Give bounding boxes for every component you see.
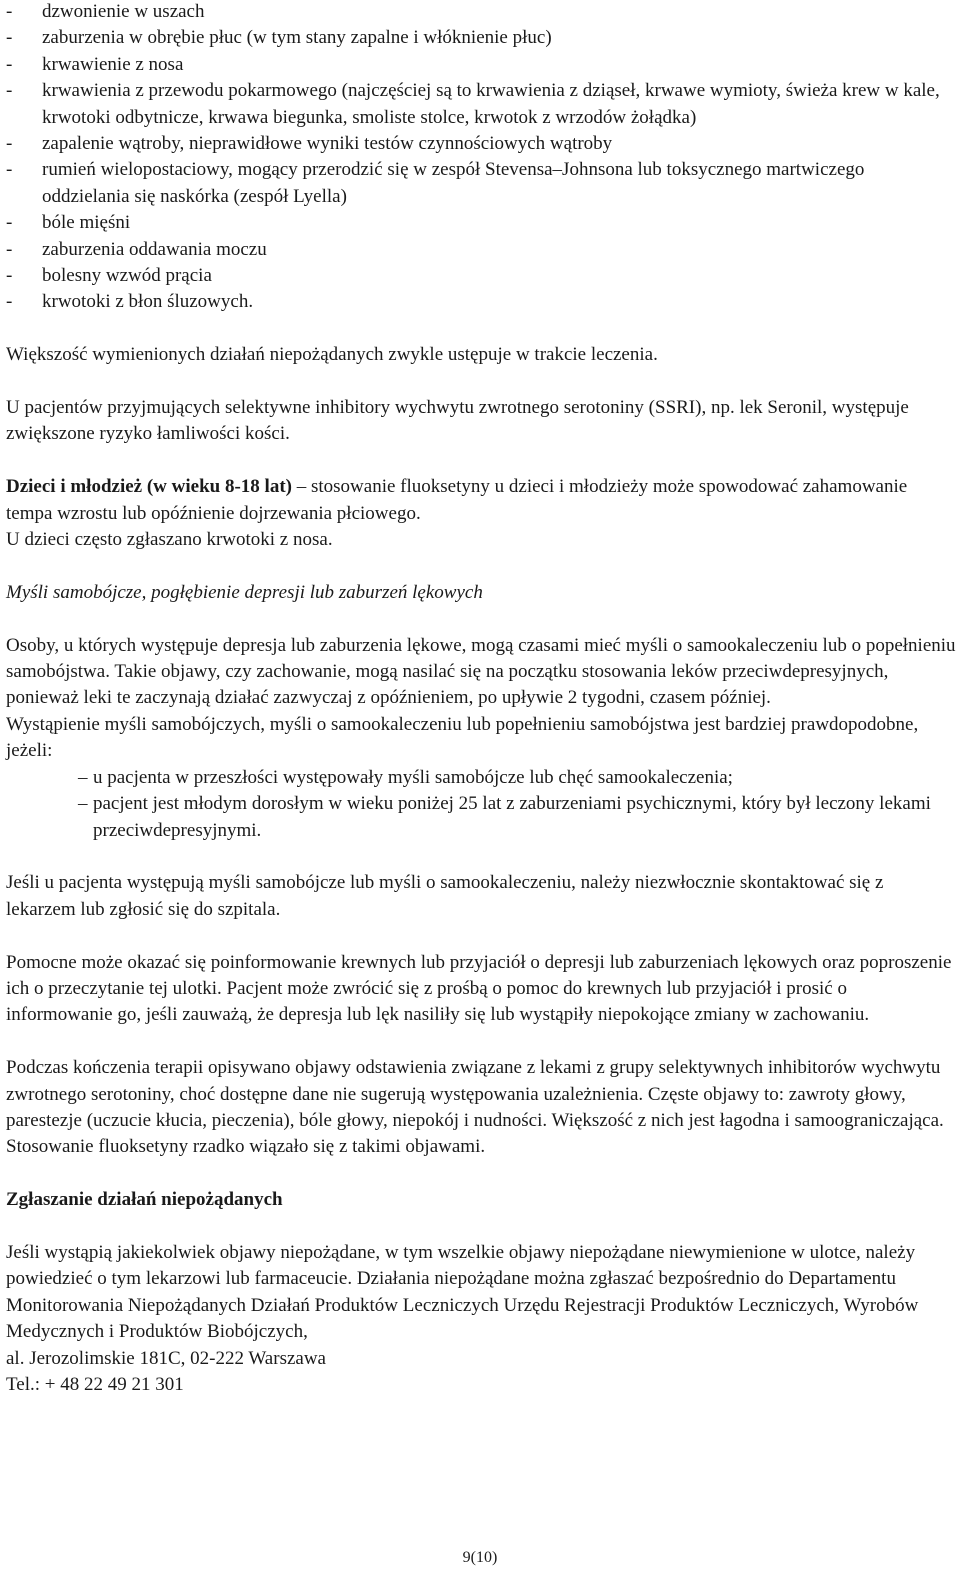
suicide-heading: Myśli samobójcze, pogłębienie depresji lub zaburzeń lękowych bbox=[6, 581, 483, 603]
side-effects-list bbox=[6, 0, 956, 316]
address: al. Jerozolimskie 181C, 02-222 Warszawa bbox=[6, 1347, 326, 1369]
list-item: - krwawienie z nosa bbox=[6, 52, 956, 78]
list-item: - zapalenie wątroby, nieprawidłowe wyniki testów czynnościowych wątroby bbox=[6, 131, 956, 157]
paragraph-contact-doctor: Jeśli u pacjenta występują myśli samobójcze lub myśli o samookaleczeniu, należy niezwłocznie skontaktować się z lekarzem lub zgłosić się do szpitala. bbox=[6, 872, 884, 920]
list-item: - rumień wielopostaciowy, mogący przerodzić się w zespół Stevensa–Johnsona lub toksycznego martwiczego oddzielania się naskórka (zespół Lyella) bbox=[6, 157, 956, 210]
phone: Tel.: + 48 22 49 21 301 bbox=[6, 1373, 184, 1395]
paragraph-suicide-1: Osoby, u których występuje depresja lub zaburzenia lękowe, mogą czasami mieć myśli o samookaleczeniu lub o popełnieniu samobójstwa. Takie objawy, czy zachowanie, mogą nasilać się na początku stosowania leków przeciwdepresyjnych, ponieważ leki te zaczynają działać zazwyczaj z opóźnieniem, po upływie 2 tygodni, czasem później. bbox=[6, 634, 956, 709]
paragraph-most-resolve: Większość wymienionych działań niepożądanych zwykle ustępuje w trakcie leczenia. bbox=[6, 344, 658, 366]
list-item: - krwotoki z błon śluzowych. bbox=[6, 289, 956, 315]
children-heading: Dzieci i młodzież (w wieku 8-18 lat) bbox=[6, 476, 292, 498]
leaflet-page bbox=[6, 0, 956, 1398]
children-text: – stosowanie fluoksetyny u dzieci i młodzieży może spowodować zahamowanie tempa wzrostu lub opóźnienie dojrzewania płciowego. bbox=[6, 476, 908, 524]
list-item: - bolesny wzwód prącia bbox=[6, 263, 956, 289]
paragraph-children-nosebleed: U dzieci często zgłaszano krwotoki z nosa. bbox=[6, 529, 333, 551]
list-item: - zaburzenia w obrębie płuc (w tym stany zapalne i włóknienie płuc) bbox=[6, 25, 956, 51]
list-item: – pacjent jest młodym dorosłym w wieku poniżej 25 lat z zaburzeniami psychicznymi, który był leczony lekami przeciwdepresyjnymi. bbox=[6, 791, 956, 844]
list-item: - zaburzenia oddawania moczu bbox=[6, 237, 956, 263]
suicide-risk-list bbox=[6, 765, 956, 844]
paragraph-children bbox=[6, 474, 956, 527]
report-heading: Zgłaszanie działań niepożądanych bbox=[6, 1189, 283, 1211]
list-item: - dzwonienie w uszach bbox=[6, 0, 956, 25]
list-item: - bóle mięśni bbox=[6, 210, 956, 236]
paragraph-family: Pomocne może okazać się poinformowanie krewnych lub przyjaciół o depresji lub zaburzeniach lękowych oraz poproszenie ich o przeczytanie tej ulotki. Pacjent może zwrócić się z prośbą o pomoc do krewnych lub przyjaciół i prosić o informowanie go, jeśli zauważą, że depresja lub lęk nasiliły się lub wystąpiły niepokojące zmiany w zachowaniu. bbox=[6, 951, 952, 1026]
page-number: 9(10) bbox=[462, 1549, 498, 1566]
paragraph-report: Jeśli wystąpią jakiekolwiek objawy niepożądane, w tym wszelkie objawy niepożądane niewymienione w ulotce, należy powiedzieć o tym lekarzowi lub farmaceucie. Działania niepożądane można zgłaszać bezpośrednio do Departamentu Monitorowania Niepożądanych Działań Produktów Leczniczych Urzędu Rejestracji Produktów Leczniczych, Wyrobów Medycznych i Produktów Biobójczych, bbox=[6, 1241, 919, 1343]
paragraph-withdrawal: Podczas kończenia terapii opisywano objawy odstawienia związane z lekami z grupy selektywnych inhibitorów wychwytu zwrotnego serotoniny, choć dostępne dane nie sugerują występowania uzależnienia. Częste objawy to: zawroty głowy, parestezje (uczucie kłucia, pieczenia), bóle głowy, niepokój i nudności. Większość z nich jest łagodna i samoograniczająca. Stosowanie fluoksetyny rzadko wiązało się z takimi objawami. bbox=[6, 1057, 944, 1158]
paragraph-suicide-2: Wystąpienie myśli samobójczych, myśli o samookaleczeniu lub popełnieniu samobójstwa jest bardziej prawdopodobne, jeżeli: bbox=[6, 713, 919, 762]
list-item: – u pacjenta w przeszłości występowały myśli samobójcze lub chęć samookaleczenia; bbox=[6, 765, 956, 791]
list-item: - krwawienia z przewodu pokarmowego (najczęściej są to krwawienia z dziąseł, krwawe wymioty, świeża krew w kale, krwotoki odbytnicze, krwawa biegunka, smoliste stolce, krwotok z wrzodów żołądka) bbox=[6, 78, 956, 131]
paragraph-ssri: U pacjentów przyjmujących selektywne inhibitory wychwytu zwrotnego serotoniny (SSRI), np. lek Seronil, występuje zwiększone ryzyko łamliwości kości. bbox=[6, 397, 909, 445]
